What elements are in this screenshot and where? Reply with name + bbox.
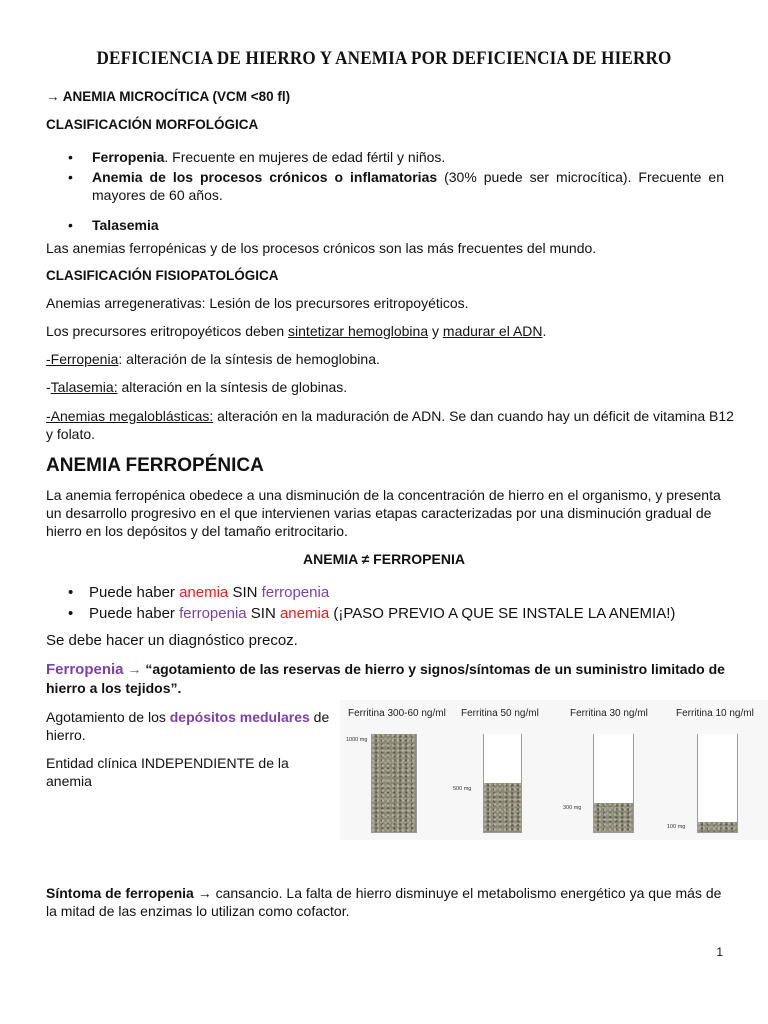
tube-label: Ferritina 300-60 ng/ml	[348, 708, 446, 719]
bullet-bold: Anemia de los procesos crónicos o inflamatorias	[92, 169, 438, 185]
text: SIN	[228, 584, 262, 601]
fisiopatologica-heading: CLASIFICACIÓN FISIOPATOLÓGICA	[46, 268, 279, 283]
text: : alteración de la síntesis de hemoglobina.	[118, 351, 380, 367]
fisio-paragraph	[46, 407, 736, 443]
text: y	[428, 323, 443, 339]
ferropenia-word: ferropenia	[261, 584, 330, 601]
text: Puede haber	[89, 605, 180, 622]
text: SIN	[246, 605, 280, 622]
list-item: • Ferropenia. Frecuente en mujeres de edad fértil y niños.	[68, 149, 446, 165]
ferritin-tube	[483, 734, 522, 833]
fisio-paragraph	[46, 350, 726, 368]
bullet-bold: Ferropenia	[92, 149, 165, 165]
tube-fill	[698, 822, 737, 832]
underlined-text: -Anemias megaloblásticas:	[46, 408, 214, 424]
list-item: • Anemia de los procesos crónicos o inflamatorias (30% puede ser microcítica). Frecuente en mayores de 60 años.	[68, 169, 724, 203]
fisio-paragraph: Anemias arregenerativas: Lesión de los precursores eritropoyéticos.	[46, 295, 469, 311]
diagnostico-paragraph: Se debe hacer un diagnóstico precoz.	[46, 632, 298, 649]
anemia-word: anemia	[179, 584, 229, 601]
tube-label: Ferritina 50 ng/ml	[461, 708, 539, 719]
morfologica-list	[46, 148, 726, 234]
tube-mark: 300 mg	[563, 805, 582, 811]
ferritin-figure	[340, 700, 768, 840]
ferropenica-intro: La anemia ferropénica obedece a una disminución de la concentración de hierro en el organismo, y presenta un desarrollo progresivo en el que intervienen varias etapas caracterizadas por una disminución gradual de hierro en los depósitos y del tamaño eritrocitario.	[46, 487, 721, 539]
underlined-text: sintetizar hemoglobina	[288, 323, 429, 339]
text: alteración en la síntesis de globinas.	[117, 379, 348, 395]
list-item: • Puede haber anemia SIN ferropenia	[68, 584, 330, 601]
tube-fill	[372, 734, 416, 832]
sintoma-bold: Síntoma de ferropenia	[46, 885, 194, 901]
text: .	[542, 323, 547, 339]
tube-label: Ferritina 30 ng/ml	[570, 708, 648, 719]
text: Puede haber	[89, 584, 180, 601]
page-number: 1	[716, 945, 723, 959]
tube-fill	[484, 783, 521, 832]
anemia-neq-heading: ANEMIA ≠ FERROPENIA	[303, 551, 465, 567]
ferritin-tube	[371, 734, 417, 833]
anemia-word: anemia	[279, 605, 330, 622]
fisio-paragraph	[46, 322, 726, 340]
list-item: • Talasemia	[68, 217, 159, 233]
tube-label: Ferritina 10 ng/ml	[676, 708, 754, 719]
text: Agotamiento de los	[46, 709, 170, 725]
page-title: DEFICIENCIA DE HIERRO Y ANEMIA POR DEFICIENCIA DE HIERRO	[96, 48, 672, 69]
ferropenia-word: ferropenia	[179, 605, 247, 622]
text: alteración en la maduración de ADN. Se dan cuando hay un déficit de vitamina B12 y folato.	[46, 408, 734, 442]
tube-mark: 100 mg	[667, 824, 686, 830]
ferropenia-definition	[46, 660, 736, 698]
text: -	[46, 379, 51, 395]
text: de hierro.	[46, 709, 330, 743]
definition-text: “agotamiento de las reservas de hierro y signos/síntomas de un suministro limitado de hierro a los tejidos”.	[46, 661, 725, 696]
bullet-bold: Talasemia	[92, 217, 159, 233]
list-item: • Puede haber ferropenia SIN anemia (¡PASO PREVIO A QUE SE INSTALE LA ANEMIA!)	[68, 605, 676, 622]
depositos-medulares: depósitos medulares	[169, 709, 310, 725]
underlined-text: -Ferropenia	[46, 351, 119, 367]
ferropenia-term: Ferropenia	[46, 661, 124, 678]
ferritin-tube	[697, 734, 738, 833]
anemia-neq-list	[46, 582, 746, 624]
summary-paragraph: Las anemias ferropénicas y de los procesos crónicos son las más frecuentes del mundo.	[46, 240, 597, 256]
bullet-text: . Frecuente en mujeres de edad fértil y niños.	[164, 149, 446, 165]
tube-mark: 500 mg	[453, 786, 472, 792]
text: → cansancio. La falta de hierro disminuye el metabolismo energético ya que más de la mitad de las enzimas lo utilizan como cofactor.	[46, 885, 722, 919]
microcitica-heading: → ANEMIA MICROCÍTICA (VCM <80 fl)	[46, 89, 291, 104]
tube-mark: 1000 mg	[346, 737, 368, 743]
underlined-text: Talasemia:	[50, 379, 118, 395]
agotamiento-paragraph	[46, 708, 331, 744]
sintoma-paragraph	[46, 884, 736, 920]
morfologica-heading: CLASIFICACIÓN MORFOLÓGICA	[46, 117, 259, 132]
fisio-paragraph	[46, 378, 726, 396]
tube-fill	[594, 803, 633, 832]
text: Los precursores eritropoyéticos deben	[46, 323, 289, 339]
arrow: →	[123, 661, 146, 677]
entidad-paragraph: Entidad clínica INDEPENDIENTE de la anemia	[46, 755, 289, 789]
bullet-text: (30% puede ser microcítica). Frecuente en mayores de 60 años.	[92, 169, 724, 203]
text: (¡PASO PREVIO A QUE SE INSTALE LA ANEMIA!)	[329, 605, 676, 622]
ferropenica-heading: ANEMIA FERROPÉNICA	[46, 455, 264, 476]
underlined-text: madurar el ADN	[442, 323, 543, 339]
ferritin-tube	[593, 734, 634, 833]
